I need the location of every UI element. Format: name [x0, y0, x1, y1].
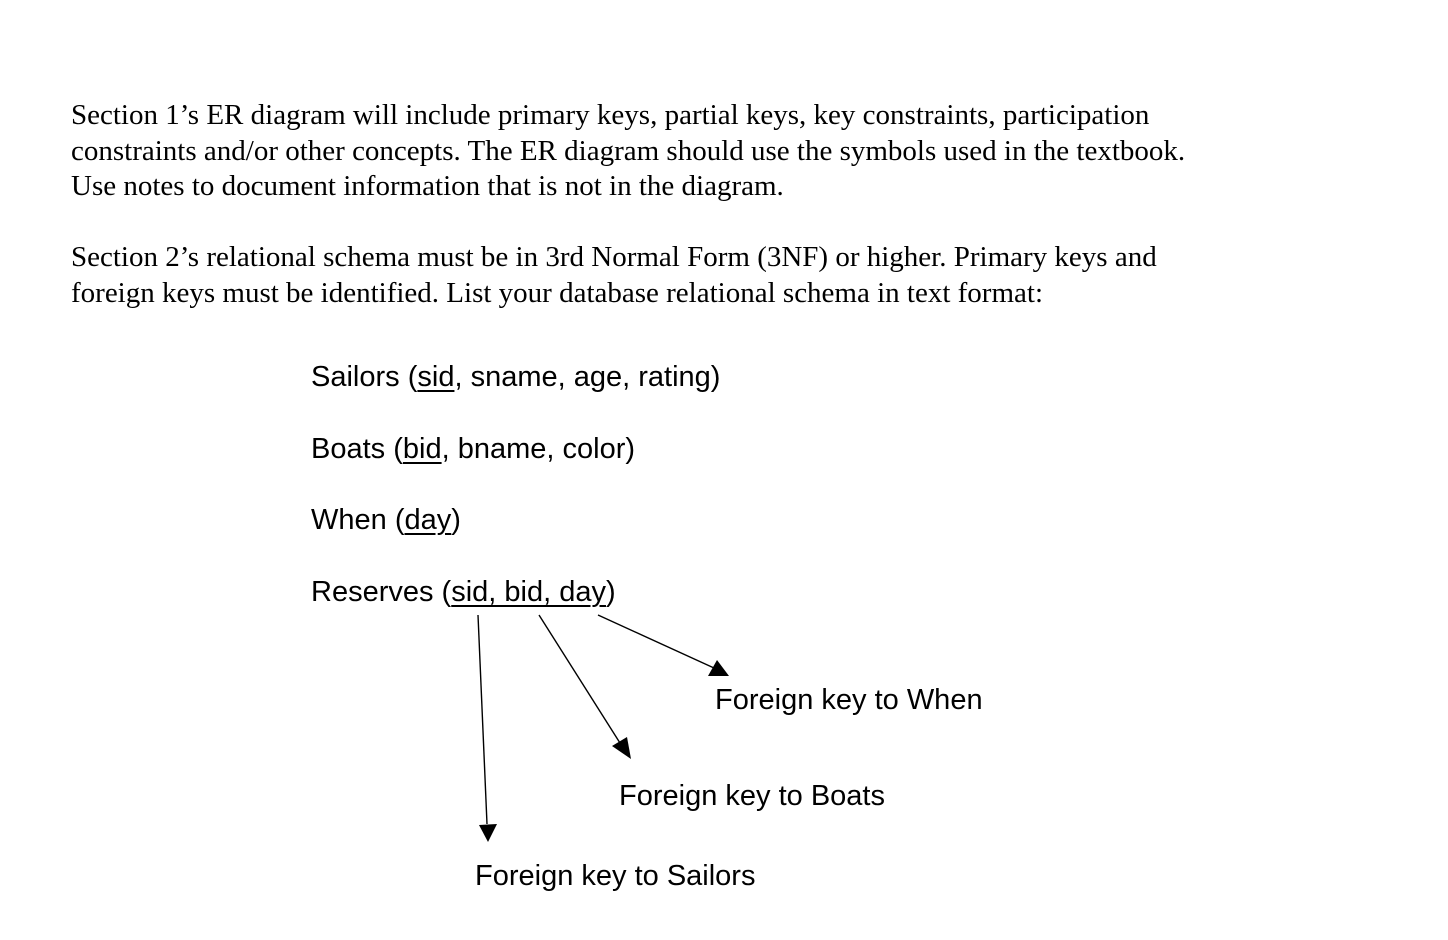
primary-key: bid — [402, 433, 442, 465]
section1-line: Section 1’s ER diagram will include primary keys, partial keys, key constraints, participation — [71, 99, 1150, 131]
section2-line: Section 2’s relational schema must be in 3rd Normal Form (3NF) or higher. Primary keys and — [71, 241, 1157, 273]
fk-label-boats: Foreign key to Boats — [619, 780, 885, 812]
fk-label-when: Foreign key to When — [715, 684, 983, 716]
primary-key: sid, bid, day — [451, 576, 606, 608]
schema-when: When (day) — [311, 504, 461, 536]
arrow-to-boats — [539, 615, 631, 759]
table-name: Reserves — [311, 576, 434, 608]
arrow-to-when — [598, 615, 729, 676]
section2-line: foreign keys must be identified. List your database relational schema in text format: — [71, 276, 1044, 309]
section1-paragraph — [71, 98, 1371, 205]
table-name: Sailors — [311, 361, 400, 393]
table-name: When — [311, 504, 387, 536]
attributes: , sname, age, rating — [454, 361, 711, 393]
section1-line: constraints and/or other concepts. The ER diagram should use the symbols used in the textbook. — [71, 134, 1186, 167]
attributes: , bname, color — [441, 433, 626, 465]
section2-paragraph — [71, 240, 1371, 311]
schema-sailors: Sailors (sid, sname, age, rating) — [311, 361, 721, 393]
arrow-to-sailors — [478, 615, 497, 842]
schema-reserves: Reserves (sid, bid, day) — [311, 576, 616, 608]
fk-label-sailors: Foreign key to Sailors — [475, 860, 756, 892]
primary-key: sid — [417, 361, 455, 393]
primary-key: day — [404, 504, 452, 536]
section1-line: Use notes to document information that is not in the diagram. — [71, 170, 784, 202]
schema-boats: Boats (bid, bname, color) — [311, 433, 636, 465]
table-name: Boats — [311, 433, 386, 465]
